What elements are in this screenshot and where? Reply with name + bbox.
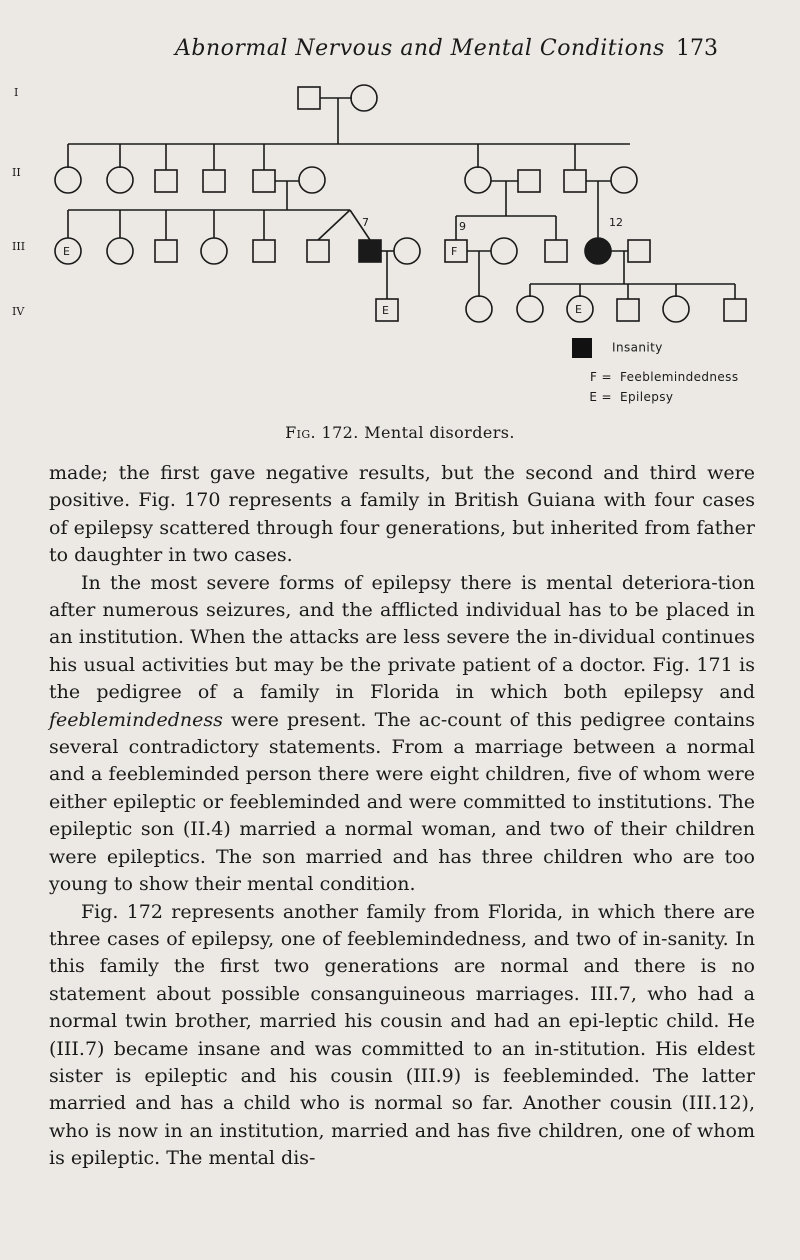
epilepsy-mark: E <box>575 303 582 316</box>
gen-4-row <box>376 284 746 322</box>
generation-label: IV <box>12 305 25 318</box>
figure-caption-text: Mental disorders. <box>364 423 515 442</box>
generation-label: I <box>14 86 19 99</box>
legend-epilepsy-key: E = <box>589 390 612 404</box>
legend-insanity-label: Insanity <box>612 340 663 355</box>
legend-insanity <box>560 338 663 356</box>
gen-3-connectors <box>68 210 598 240</box>
gen-1-couple <box>68 85 630 144</box>
legend-epilepsy <box>560 390 673 408</box>
individual-number: 7 <box>362 216 369 229</box>
paragraph <box>49 570 755 899</box>
paragraph: Fig. 172 represents another family from Florida, in which there are three cases of epilepsy, one of feeblemindedness, and two of in-sanity. In this family the first two generations are normal and there is no statement about possible consanguineous marriages. III.7, who had a normal twin brother, married his cousin and had an epi-leptic child. He (III.7) became insane and was committed to an in-stitution. His eldest sister is epileptic and his cousin (III.9) is feebleminded. The latter married and has a child who is normal so far. Another cousin (III.12), who is now in an institution, married and has five children, one of whom is epileptic. The mental dis- <box>49 900 755 1170</box>
paragraph-part: were present. The ac-count of this pedigree contains several contradictory statements. From a marriage between a normal and a feebleminded person there were eight children, five of whom were either epileptic or feebleminded and were committed to institutions. The epileptic son (II.4) married a normal woman, and two of their children were epileptics. The son married and has three children who are too young to show their mental condition. <box>49 708 755 896</box>
legend-feeble-key: F = <box>590 370 612 384</box>
paragraph: made; the first gave negative results, but the second and third were positive. Fig. 170 represents a family in British Guiana with four cases of epilepsy scattered through four generations, but inherited from father to daughter in two cases. <box>49 462 755 567</box>
generation-label: II <box>12 166 21 179</box>
individual-number: 12 <box>609 216 623 229</box>
legend-feeblemindedness <box>560 370 738 388</box>
epilepsy-mark: E <box>63 245 70 258</box>
gen-2-row <box>55 167 637 230</box>
body-text <box>49 460 755 1173</box>
paragraph-part: In the most severe forms of epilepsy there is mental deteriora-tion after numerous seizures, and the afflicted individual has to be placed in an institution. When the attacks are less severe the in-dividual continues his usual activities but may be the private patient of a doctor. Fig. 171 is the pedigree of a family in Florida in which both epilepsy and <box>49 571 755 704</box>
running-title: Abnormal Nervous and Mental Conditions <box>175 36 665 61</box>
epilepsy-mark: E <box>382 304 389 317</box>
feeble-mark: F <box>451 245 458 258</box>
figure-caption <box>0 423 800 442</box>
gen-3-row <box>55 238 650 296</box>
italic-term: feeblemindedness <box>49 708 223 731</box>
legend-feeble-label: Feeblemindedness <box>620 370 739 384</box>
individual-number: 9 <box>459 220 466 233</box>
pedigree-chart <box>0 60 800 410</box>
insanity-swatch <box>572 338 592 358</box>
legend-epilepsy-label: Epilepsy <box>620 390 674 404</box>
page-number: 173 <box>676 36 718 61</box>
generation-label: III <box>12 240 26 253</box>
gen-2-connectors <box>68 144 575 170</box>
figure-number: Fig. 172. <box>285 423 359 442</box>
